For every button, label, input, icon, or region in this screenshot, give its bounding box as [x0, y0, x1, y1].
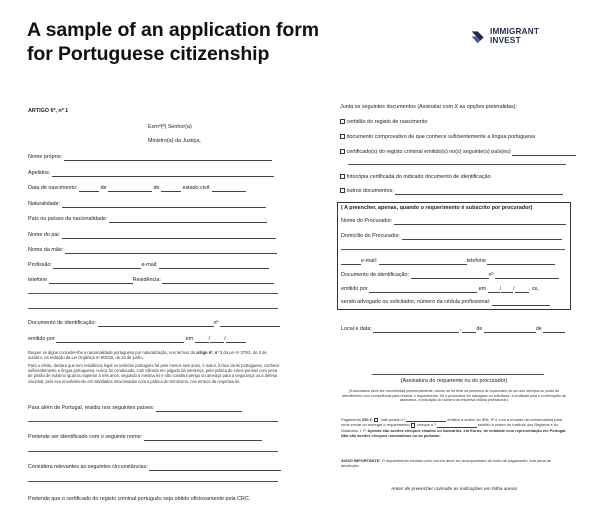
first-name-row[interactable]: Nome próprio: — [28, 154, 272, 161]
profession-row[interactable]: Profissão: e-mail: — [28, 262, 269, 269]
other-countries-row[interactable]: Para além de Portugal, residiu nos seguintes países: — [28, 405, 242, 412]
article-heading: ARTIGO 6º, nº 1 — [28, 108, 69, 114]
doc-other[interactable]: outros documentos: — [340, 188, 563, 195]
other-countries-field[interactable] — [156, 406, 242, 412]
id-issue-month-field[interactable] — [210, 337, 224, 343]
civil-status-field[interactable] — [212, 186, 246, 192]
proxy-issue-day-field[interactable] — [488, 287, 500, 293]
proxy-id-field[interactable] — [411, 273, 489, 279]
birthplace-field[interactable] — [62, 202, 266, 208]
chevron-logo-icon — [470, 28, 487, 45]
surname-field[interactable] — [52, 171, 274, 177]
important-notice: AVISO IMPORTANTE: O requerimento enviado pelo correio deve ser acompanhado do meio de pagamento, sob pena de devolução — [341, 458, 552, 468]
birth-year-field[interactable] — [161, 186, 181, 192]
signature-note: (A assinatura deve ser reconhecida presencialmente, exceto se for feita na presença de funcionário de um dos serviços ou posto de atendimento com competência para receber o requerimento. Se o procurador for advogado ou solicitador, a profissão pela e confirmação da assinatura, a indicação do número da respetiva cédula profissional.) — [342, 389, 566, 403]
proxy-issue-month-field[interactable] — [501, 287, 513, 293]
proxy-contact-prefix-field[interactable] — [341, 259, 361, 265]
residence-field[interactable] — [162, 278, 274, 284]
doc-birth-certificate-checkbox[interactable] — [340, 119, 345, 124]
id-issuer-field[interactable] — [56, 337, 184, 343]
surname-row[interactable]: Apelidos: — [28, 170, 274, 177]
identified-name-line2[interactable] — [28, 451, 278, 452]
residence-field-line3[interactable] — [28, 308, 278, 309]
id-document-field[interactable] — [98, 321, 214, 327]
email-field[interactable] — [159, 263, 269, 269]
id-number-field[interactable] — [220, 321, 280, 327]
phone-field[interactable] — [49, 278, 133, 284]
criminal-record-countries-line2[interactable] — [348, 164, 566, 165]
proxy-id-number-field[interactable] — [495, 273, 559, 279]
date-month-field[interactable] — [484, 327, 536, 333]
proxy-id-row[interactable]: Documento de identificação: nº — [341, 272, 559, 279]
doc-criminal-record-checkbox[interactable] — [340, 149, 345, 154]
doc-criminal-record[interactable]: certificado(s) do registo criminal emitido(s) no(s) seguinte(s) país(es) — [340, 149, 576, 156]
doc-other-checkbox[interactable] — [340, 188, 345, 193]
identified-name-row[interactable]: Pretende ser identificado com o seguinte nome: — [28, 434, 262, 441]
doc-language-proof[interactable]: documento comprovativo de que conhece suficientemente a língua portuguesa — [340, 134, 535, 141]
id-issue-year-field[interactable] — [226, 337, 246, 343]
proxy-issued-row[interactable]: emitido por em / / , os, — [341, 286, 539, 292]
phone-residence-row[interactable]: telefone Residência: — [28, 277, 274, 284]
birth-month-field[interactable] — [108, 186, 152, 192]
circumstances-line2[interactable] — [28, 481, 278, 482]
proxy-contact-row[interactable]: e-mail: telefone — [341, 258, 555, 265]
doc-id-photocopy-checkbox[interactable] — [340, 174, 345, 179]
proxy-issuer-field[interactable] — [369, 287, 477, 293]
proxy-license-field[interactable] — [492, 300, 550, 306]
father-name-row[interactable]: Nome do pai: — [28, 232, 276, 239]
recipient: Ministro(a) da Justiça, — [148, 138, 201, 144]
other-countries-line2[interactable] — [28, 421, 278, 422]
place-field[interactable] — [373, 327, 459, 333]
footer-note: Antes de preencher consulte as indicações em folha anexa — [391, 487, 517, 492]
first-name-field[interactable] — [64, 155, 272, 161]
declaration-paragraph: Para o efeito, declara que tem residência legal no território português há pelo menos seis anos, é maior, à face da lei portuguesa, conhece suficientemente a língua portuguesa, nunca foi condenado, com trânsito em julgado da sentença, pela prática de crime punível com pena de prisão de máximo igual ou superior a três anos, segundo a mesma lei e não constitui perigo ou ameaça para a segurança ou a defesa nacional, pelo seu envolvimento em atividades relacionadas com a prática do terrorismo, nos termos da respetiva lei. — [28, 363, 280, 384]
proxy-issue-year-field[interactable] — [515, 287, 529, 293]
request-paragraph: Requer se digne conceder-lhe a nacionalidade portuguesa por naturalização, nos termos do artigo 6º, nº 1 da Lei nº 37/81, de 3 de outubro, na redação da Lei Orgânica nº 8/2015, de 22 de junho. — [28, 350, 267, 361]
circumstances-field[interactable] — [149, 465, 281, 471]
page-title-line2: for Portuguese citizenship — [27, 43, 270, 65]
id-issued-row[interactable]: emitido por em / / — [28, 336, 246, 343]
proxy-domicile-field[interactable] — [402, 234, 562, 240]
criminal-record-note: Pretende que o certificado do registo criminal português seja obtido oficiosamente pela CRC. — [28, 496, 251, 502]
birthplace-row[interactable]: Naturalidade: — [28, 201, 266, 208]
page-title — [27, 18, 319, 66]
brand-logo — [470, 27, 539, 45]
doc-id-photocopy[interactable]: fotocópia certificada do indicado documento de identificação — [340, 174, 491, 181]
date-day-field[interactable] — [462, 327, 476, 333]
nationality-countries-field[interactable] — [109, 217, 267, 223]
other-documents-field[interactable] — [395, 189, 563, 195]
date-year-field[interactable] — [543, 327, 565, 333]
mother-name-field[interactable] — [65, 248, 277, 254]
id-document-row[interactable]: Documento de identificação: nº — [28, 320, 280, 327]
profession-field[interactable] — [53, 263, 141, 269]
residence-field-line2[interactable] — [28, 293, 278, 294]
signature-label: (Assinatura do requerente ou do procurador) — [400, 378, 508, 384]
proxy-domicile-row[interactable]: Domicílio do Procurador: — [341, 233, 562, 240]
identified-name-field[interactable] — [144, 435, 262, 441]
criminal-record-countries-field[interactable] — [512, 150, 576, 156]
proxy-email-field[interactable] — [379, 259, 467, 265]
nationality-countries-row[interactable]: País ou países da nacionalidade: — [28, 216, 267, 223]
proxy-domicile-line2[interactable] — [341, 249, 565, 250]
doc-language-proof-checkbox[interactable] — [340, 134, 345, 139]
payment-section: Pagamento 250 €. Vale postal n.º emitido à ordem do IRN, IP e com a morada da conservatória para onde enviar ou entregar o requerimento cheque n.º emitido à ordem do Instituto dos Registos e do Notariado, I. P. Apenas são aceites cheques visados ou bancários, em Euros, de entidade com representação em Portugal. Não são aceites cheques nominativos ou ao portador. — [341, 417, 567, 439]
proxy-name-row[interactable]: Nome do Procurador: — [341, 218, 566, 225]
signature-line[interactable] — [372, 374, 544, 375]
proxy-lawyer-row[interactable]: sendo advogado ou solicitador, número da cédula profissional: — [341, 299, 550, 306]
proxy-name-field[interactable] — [394, 219, 566, 225]
doc-birth-certificate[interactable]: certidão do registo de nascimento — [340, 119, 427, 126]
circumstances-row[interactable]: Considera relevantes as seguintes circunstâncias: — [28, 464, 281, 471]
mother-name-row[interactable]: Nome da mãe: — [28, 247, 277, 254]
birth-date-row[interactable]: Data de nascimento: de de estado civil: — [28, 185, 246, 192]
brand-logo-text: IMMIGRANT INVEST — [490, 27, 540, 45]
id-issue-day-field[interactable] — [195, 337, 209, 343]
attachments-heading: Junta os seguintes documentos (Assinalar com X as opções pretendidas): — [340, 104, 518, 110]
birth-day-field[interactable] — [79, 186, 99, 192]
page-title-line1: A sample of an application form — [27, 19, 319, 41]
place-date-row[interactable]: Local e data: , de de — [341, 326, 565, 333]
proxy-phone-field[interactable] — [487, 259, 555, 265]
proxy-heading: ( A preencher, apenas, quando o requerimento é subscrito por procurador) — [341, 205, 533, 211]
salutation: Exmº(ª) Senhor(a) — [148, 124, 192, 130]
father-name-field[interactable] — [62, 233, 276, 239]
